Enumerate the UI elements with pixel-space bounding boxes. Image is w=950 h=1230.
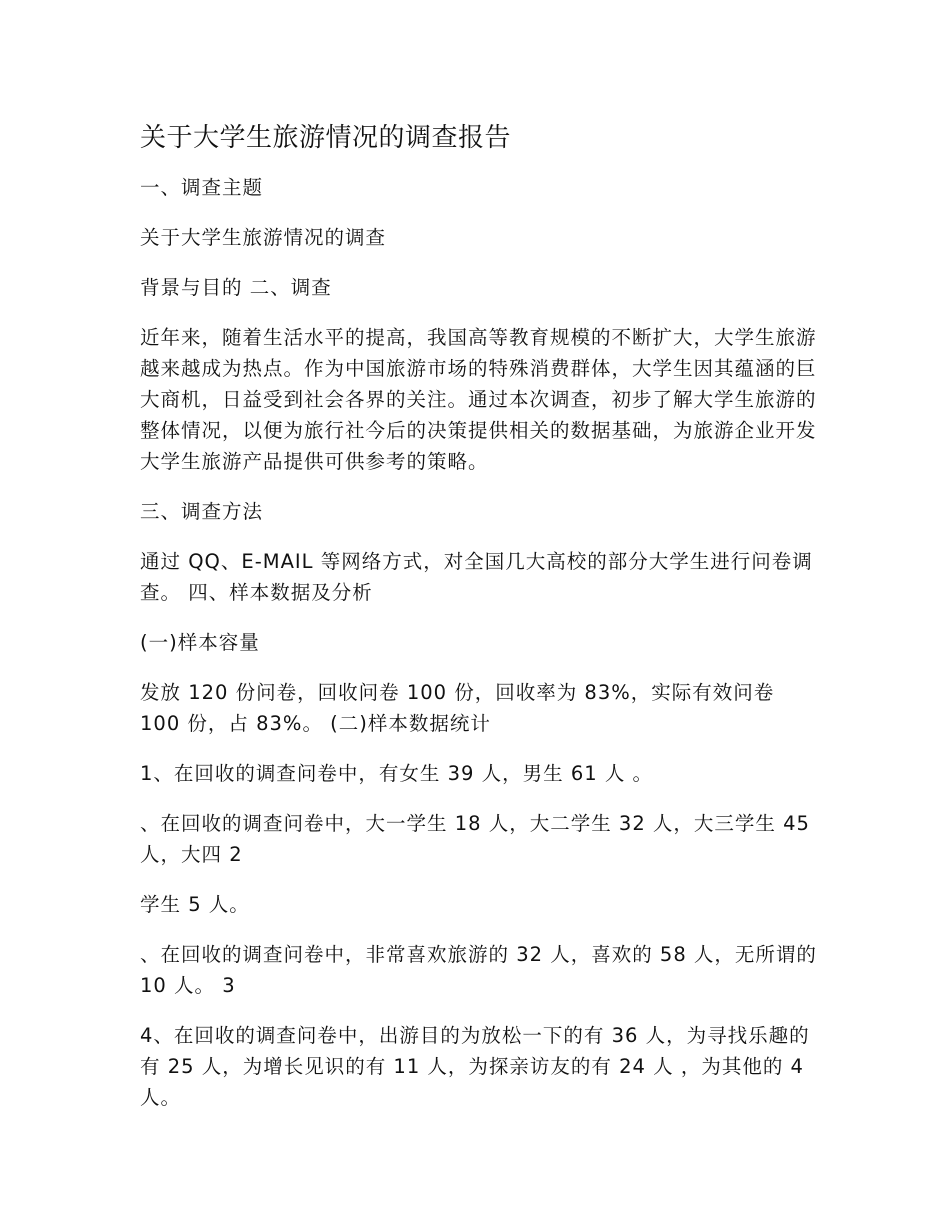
section-heading-background: 背景与目的 二、调查 bbox=[140, 276, 332, 299]
section-heading-topic: 一、调查主题 bbox=[140, 176, 264, 199]
stat-item-preference: 、在回收的调查问卷中，非常喜欢旅游的 32 人，喜欢的 58 人，无所谓的 10 人。 3 bbox=[140, 943, 817, 997]
stat-item-grade-continued: 学生 5 人。 bbox=[140, 893, 250, 916]
background-paragraph: 近年来，随着生活水平的提高，我国高等教育规模的不断扩大，大学生旅游越来越成为热点。作为中国旅游市场的特殊消费群体，大学生因其蕴涵的巨大商机，日益受到社会各界的关注。通过本次调查，初步了解大学生旅游的整体情况，以便为旅行社今后的决策提供相关的数据基础，为旅游企业开发大学生旅游产品提供可供参考的策略。 bbox=[140, 326, 817, 473]
document-title: 关于大学生旅游情况的调查报告 bbox=[140, 123, 512, 153]
stat-item-purpose: 4、在回收的调查问卷中，出游目的为放松一下的有 36 人，为寻找乐趣的有 25 人，为增长见识的有 11 人，为探亲访友的有 24 人 ，为其他的 4 人。 bbox=[140, 1024, 810, 1109]
subsection-heading-sample-size: (一)样本容量 bbox=[140, 631, 260, 654]
method-paragraph: 通过 QQ、E-MAIL 等网络方式，对全国几大高校的部分大学生进行问卷调查。 四、样本数据及分析 bbox=[140, 550, 813, 604]
section-heading-method: 三、调查方法 bbox=[140, 500, 264, 523]
topic-text: 关于大学生旅游情况的调查 bbox=[140, 226, 387, 249]
stat-item-gender: 1、在回收的调查问卷中，有女生 39 人，男生 61 人 。 bbox=[140, 762, 654, 785]
stat-item-grade: 、在回收的调查问卷中，大一学生 18 人，大二学生 32 人，大三学生 45 人，大四 2 bbox=[140, 812, 810, 866]
sample-size-paragraph: 发放 120 份问卷，回收问卷 100 份，回收率为 83%，实际有效问卷 100 份，占 83%。 (二)样本数据统计 bbox=[140, 681, 775, 735]
document-page bbox=[140, 118, 820, 1132]
